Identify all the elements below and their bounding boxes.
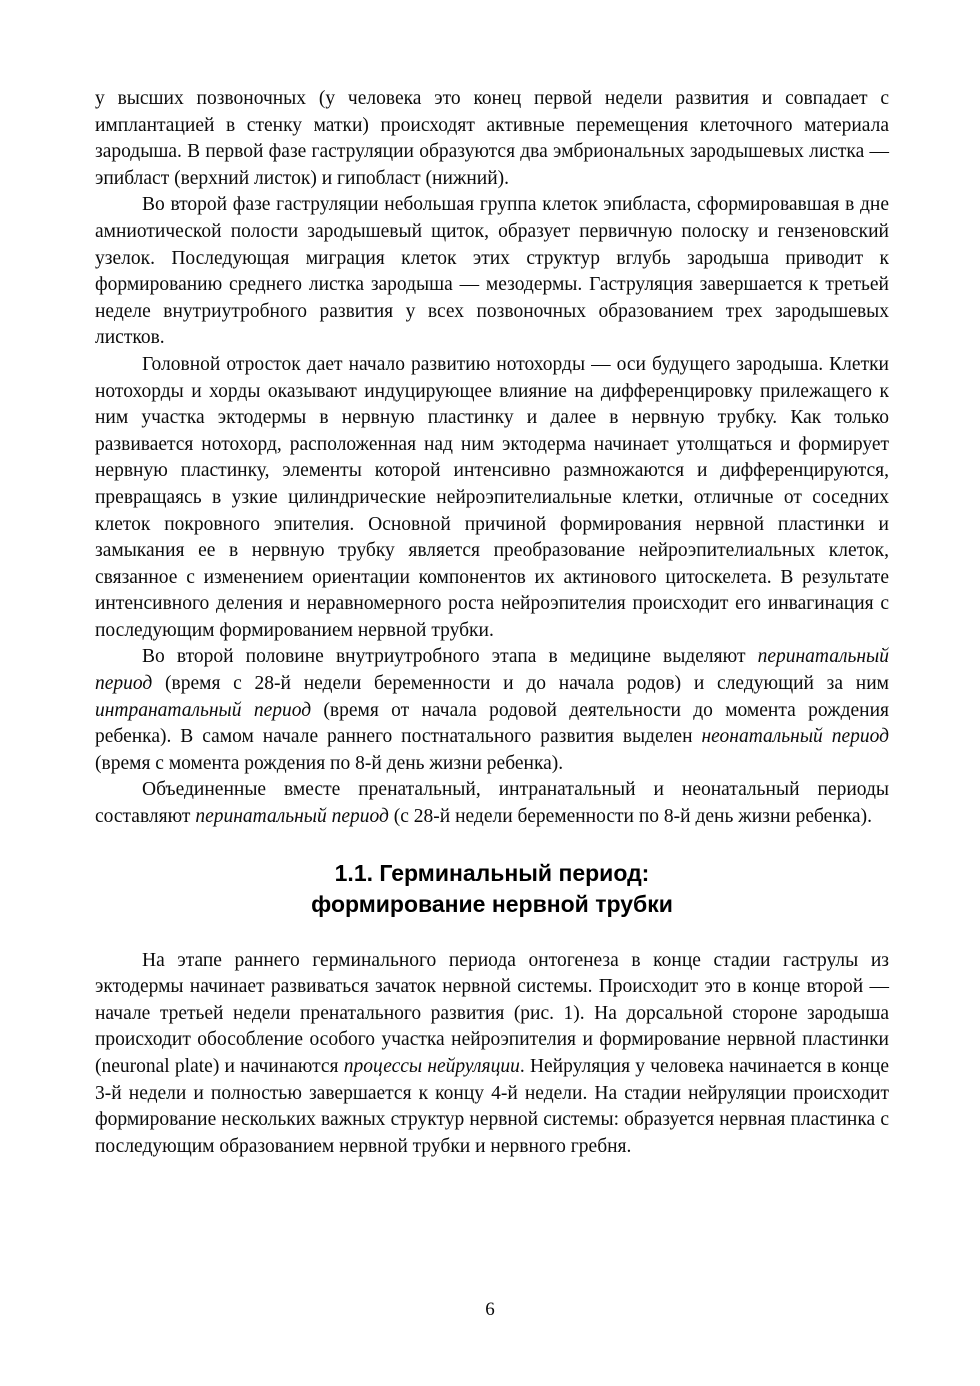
paragraph: [95, 948, 889, 1161]
italic-term: перинатальный период: [95, 646, 889, 695]
intro-paragraphs: [95, 86, 889, 831]
paragraph: [95, 352, 889, 645]
text-run: (с 28-й недели беременности по 8-й день жизни ребенка).: [388, 806, 872, 828]
section-heading: [95, 858, 889, 920]
text-run: Объединенные вместе пренатальный, интранатальный и неонатальный периоды составляют: [95, 779, 889, 828]
section-heading-line2: формирование нервной трубки: [311, 890, 673, 917]
text-run: На этапе раннего герминального периода онтогенеза в конце стадии гаструлы из эктодермы начинает развиваться зачаток нервной системы. Происходит это в конце второй — начале третьей недели пренатального развития (рис. 1). На дорсальной стороне зародыша происходит обособление особого участка нейроэпителия и формирование нервной пластинки (neuronal plate) и начинаются: [95, 949, 889, 1077]
paragraph: [95, 192, 889, 352]
text-run: (время с 28-й недели беременности и до начала родов) и следующий за ним: [152, 673, 889, 695]
paragraph: [95, 644, 889, 777]
paragraph: [95, 86, 889, 192]
italic-term: неонатальный период: [701, 726, 889, 748]
text-run: Во второй половине внутриутробного этапа в медицине выделяют: [142, 646, 758, 668]
italic-term: интранатальный период: [95, 699, 312, 721]
text-run: (время от начала родовой деятельности до момента рождения ребенка). В самом начале раннего постнатального развития выделен: [95, 699, 889, 748]
section-heading-line1: 1.1. Герминальный период:: [334, 859, 650, 886]
text-run: Головной отросток дает начало развитию нотохорды — оси будущего зародыша. Клетки нотохорды и хорды оказывают индуцирующее влияние на дифференцировку прилежащего к ним участка эктодермы в нервную пластинку и далее в нервную трубку. Как только развивается нотохорд, расположенная над ним эктодерма начинает утолщаться и формирует нервную пластинку, элементы которой интенсивно размножаются и дифференцируются, превращаясь в узкие цилиндрические нейроэпителиальные клетки, отличные от соседних клеток покровного эпителия. Основной причиной формирования нервной пластинки и замыкания ее в нервную трубку является преобразование нейроэпителиальных клеток, связанное с изменением ориентации компонентов их актинового цитоскелета. В результате интенсивного деления и неравномерного роста нейроэпителия происходит его инвагинация с последующим формированием нервной трубки.: [95, 353, 889, 641]
italic-term: процессы нейруляции: [343, 1056, 520, 1077]
page-number: 6: [485, 1299, 495, 1320]
text-block: [95, 86, 889, 1160]
text-run: у высших позвоночных (у человека это конец первой недели развития и совпадает с имплантацией в стенку матки) происходят активные перемещения клеточного материала зародыша. В первой фазе гаструляции образуются два эмбриональных зародышевых листка — эпибласт (верхний листок) и гипобласт (нижний).: [95, 88, 889, 189]
text-run: (время с момента рождения по 8-й день жизни ребенка).: [95, 752, 564, 774]
text-run: . Нейруляция у человека начинается в конце 3-й недели и полностью завершается к концу 4-й недели. На стадии нейруляции происходит формирование нескольких важных структур нервной системы: образуется нервная пластинка с последующим образованием нервной трубки и нервного гребня.: [95, 1056, 890, 1157]
italic-term: перинатальный период: [195, 806, 389, 828]
body-paragraphs: [95, 948, 889, 1161]
text-run: Во второй фазе гаструляции небольшая группа клеток эпибласта, сформировавшая в дне амниотической полости зародышевый щиток, образует первичную полоску и гензеновский узелок. Последующая миграция клеток этих структур вглубь зародыша приводит к формированию среднего листка зародыша — мезодермы. Гаструляция завершается к третьей неделе внутриутробного развития у всех позвоночных образованием трех зародышевых листков.: [95, 194, 889, 349]
paragraph: [95, 777, 889, 830]
